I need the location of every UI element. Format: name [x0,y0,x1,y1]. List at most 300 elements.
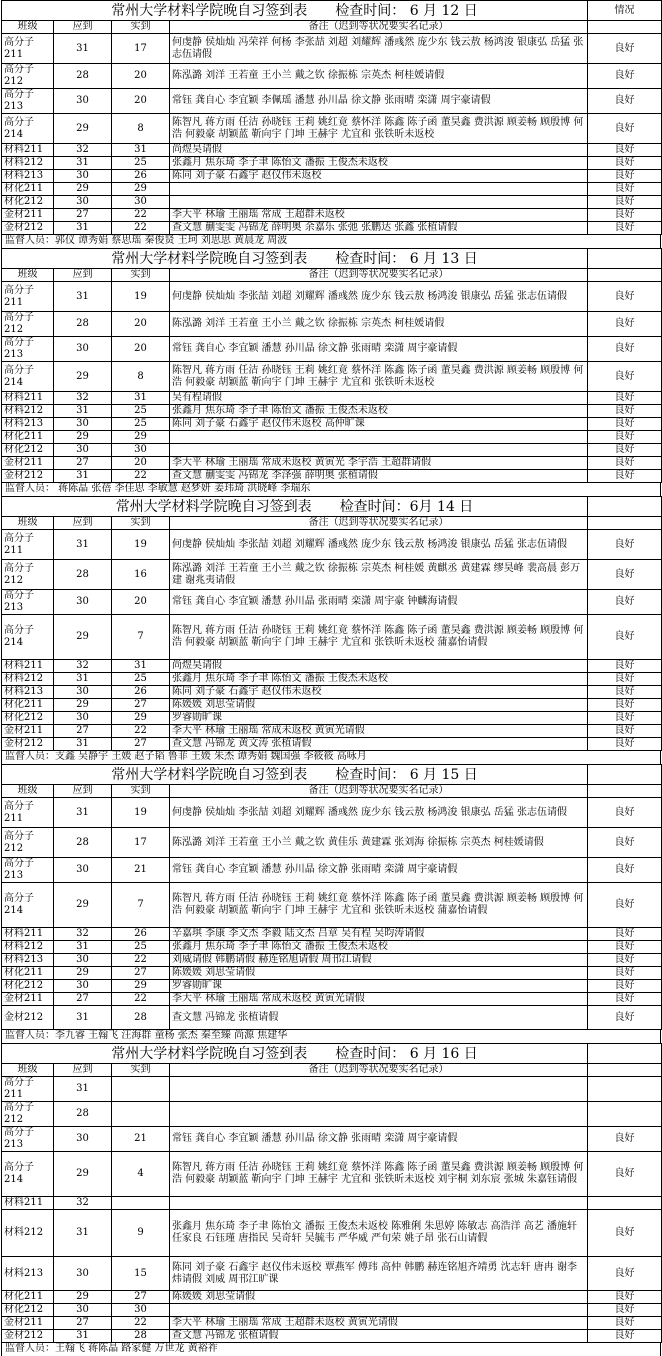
table-row [2,34,662,64]
actual-count-cell: 25 [112,673,170,686]
notes-cell [170,1077,588,1102]
status-cell: 良好 [588,858,662,883]
supervisors-line: 监督人员： 蒋陈晶 张蓓 李佳思 李敏慧 赵梦妍 姜玮琦 洪晓峰 李瑞东 [1,483,661,496]
notes-cell: 常钰 龚自心 李宜颖 潘慧 孙川晶 张雨晴 栾潇 周宇豪 钟麟海请假 [170,590,588,615]
table-row [2,660,662,673]
expected-count-cell: 30 [54,1127,112,1152]
class-name-cell: 高分子212 [2,828,54,858]
class-name-cell: 高分子213 [2,89,54,114]
table-row [2,209,662,222]
notes-cell: 辛嘉琪 李康 李文杰 李毅 陆文杰 吕章 吴有程 吴昀涛请假 [170,928,588,941]
actual-count-cell: 22 [112,993,170,1006]
status-cell: 良好 [588,222,662,235]
column-header-row [2,517,662,530]
actual-count-cell: 15 [112,1257,170,1291]
actual-count-cell: 20 [112,337,170,362]
status-cell: 良好 [588,64,662,89]
table-row [2,457,662,470]
notes-cell: 何虔静 侯灿灿 冯荣祥 何杨 李张喆 刘超 刘耀辉 潘彧然 庞少东 钱云敖 杨鸿浚 银康弘 岳猛 张志伍请假 [170,34,588,64]
actual-count-cell: 17 [112,828,170,858]
notes-cell: 张鑫月 焦东琦 李子聿 陈怡文 潘振 王俊杰未返校 [170,941,588,954]
notes-cell: 陈泓潞 刘洋 王若童 王小兰 戴之钦 黄佳乐 黄建霖 张刘海 徐振栋 宗英杰 柯桂媛请假 [170,828,588,858]
class-name-cell: 材料212 [2,1210,54,1257]
notes-cell: 查文慧 冯锦龙 张植请假 [170,1006,588,1030]
actual-count-cell: 20 [112,590,170,615]
status-cell [588,1197,662,1210]
class-name-cell: 高分子214 [2,362,54,392]
notes-cell [170,1304,588,1317]
notes-cell: 陈智凡 蒋方雨 任洁 孙晓钰 王莉 姚红竟 蔡怀洋 陈鑫 陈子函 董昊鑫 费洪源 顾姜畅 顾殷博 何浩 何毅豪 胡颖蓝 靳向宇 门坤 王赫宇 尤宜和 张铁昕未返校 蒲嘉怡请假 [170,883,588,928]
table-row [2,954,662,967]
column-header-row [2,21,662,34]
column-header-actual: 实到 [112,517,170,530]
table-row [2,183,662,196]
column-header-status [588,269,662,282]
actual-count-cell: 21 [112,858,170,883]
supervisors-line: 监督人员：王翰飞 蒋陈晶 路家健 万世龙 黄裕祚 [1,1343,661,1356]
expected-count-cell: 31 [54,1210,112,1257]
table-row [2,673,662,686]
class-name-cell: 材料213 [2,954,54,967]
notes-cell: 查文慧 冯锦龙 黄文涛 张植请假 [170,738,588,751]
status-cell: 良好 [588,699,662,712]
table-row [2,725,662,738]
title-row [2,1,662,21]
status-cell: 良好 [588,470,662,483]
notes-cell: 李大平 林瑜 王丽瑶 常成 王超群未返校 [170,209,588,222]
class-name-cell: 材化212 [2,1304,54,1317]
actual-count-cell: 21 [112,1127,170,1152]
expected-count-cell: 29 [54,699,112,712]
status-cell: 良好 [588,660,662,673]
table-row [2,615,662,660]
class-name-cell: 金材212 [2,222,54,235]
actual-count-cell: 31 [112,144,170,157]
actual-count-cell: 9 [112,1210,170,1257]
class-name-cell: 材料211 [2,144,54,157]
expected-count-cell: 30 [54,686,112,699]
sheet-title: 常州大学材料学院晚自习签到表 [111,766,308,783]
expected-count-cell: 30 [54,196,112,209]
sheet-title-cell [2,497,588,517]
expected-count-cell: 27 [54,725,112,738]
actual-count-cell: 22 [112,470,170,483]
notes-cell: 常钰 龚自心 李宜颖 潘慧 孙川晶 徐文静 张雨晴 栾潇 周宇豪请假 [170,337,588,362]
status-cell: 良好 [588,1330,662,1343]
check-time: 检查时间：6月 14 日 [339,498,474,515]
notes-cell: 陈同 刘子豪 石鑫宇 赵仪伟未返校 覃燕军 傅玮 高仲 韩鹏 赫连铭旭齐靖勇 沈志轩 唐冉 谢李炜请假 刘威 周邗江旷课 [170,1257,588,1291]
status-cell: 良好 [588,1257,662,1291]
status-header-cell [588,497,662,517]
class-name-cell: 材料211 [2,660,54,673]
status-cell: 良好 [588,967,662,980]
expected-count-cell: 29 [54,883,112,928]
expected-count-cell: 29 [54,183,112,196]
actual-count-cell: 28 [112,1330,170,1343]
class-name-cell: 高分子213 [2,858,54,883]
column-header-notes: 备注（迟到等状况要实名记录） [170,21,588,34]
notes-cell: 陈智凡 蒋方雨 任洁 孙晓钰 王莉 姚红竟 蔡怀洋 陈鑫 陈子函 董昊鑫 费洪源 顾姜畅 顾殷博 何浩 何毅豪 胡颖蓝 靳向宇 门坤 王赫宇 尤宜和 张铁昕未返校 刘宇桐 刘东宸 张城 朱嘉钰请假 [170,1152,588,1197]
class-name-cell: 材料211 [2,392,54,405]
notes-cell: 张鑫月 焦东琦 李子聿 陈怡文 潘振 王俊杰未返校 [170,405,588,418]
class-name-cell: 材料212 [2,405,54,418]
status-header-cell [588,249,662,269]
table-row [2,470,662,483]
table-row [2,114,662,144]
expected-count-cell: 30 [54,444,112,457]
notes-cell: 陈泓潞 刘洋 王若童 王小兰 戴之钦 徐振栋 宗英杰 柯桂媛 黄麒丞 黄建霖 缪昊峰 裴高晨 彭万建 谢兆夷请假 [170,560,588,590]
column-header-expected: 应到 [54,21,112,34]
expected-count-cell: 29 [54,431,112,444]
class-name-cell: 高分子211 [2,282,54,312]
notes-cell [170,444,588,457]
status-cell: 良好 [588,431,662,444]
expected-count-cell: 30 [54,712,112,725]
expected-count-cell: 32 [54,1197,112,1210]
expected-count-cell: 28 [54,1102,112,1127]
class-name-cell: 材料211 [2,1197,54,1210]
notes-cell: 陈同 刘子豪 石鑫宇 赵仪伟未返校 [170,686,588,699]
actual-count-cell: 8 [112,114,170,144]
column-header-class: 班级 [2,517,54,530]
notes-cell: 常钰 龚自心 李宜颖 潘慧 孙川晶 徐文静 张雨晴 栾潇 周宇豪请假 [170,858,588,883]
check-time: 检查时间： 6 月 12 日 [335,2,478,19]
actual-count-cell: 22 [112,1317,170,1330]
notes-cell: 常钰 龚自心 李宜颖 潘慧 孙川晶 徐文静 张雨晴 栾潇 周宇豪请假 [170,1127,588,1152]
expected-count-cell: 31 [54,470,112,483]
class-name-cell: 材料212 [2,157,54,170]
table-row [2,1006,662,1030]
check-time: 检查时间： 6 月 15 日 [335,766,478,783]
daily-sign-in-table [1,496,662,751]
status-cell: 良好 [588,712,662,725]
status-cell: 良好 [588,686,662,699]
actual-count-cell [112,1197,170,1210]
status-cell: 良好 [588,392,662,405]
status-cell [588,1077,662,1102]
expected-count-cell: 28 [54,828,112,858]
column-header-status [588,785,662,798]
expected-count-cell: 28 [54,312,112,337]
column-header-expected: 应到 [54,269,112,282]
actual-count-cell: 31 [112,392,170,405]
actual-count-cell: 29 [112,431,170,444]
notes-cell: 陈同 刘子豪 石鑫宇 赵仪伟未返校 [170,170,588,183]
table-row [2,64,662,89]
expected-count-cell: 27 [54,993,112,1006]
table-row [2,144,662,157]
expected-count-cell: 29 [54,114,112,144]
notes-cell: 李大平 林瑜 王丽瑶 常成未返校 黄寅光请假 [170,725,588,738]
actual-count-cell: 25 [112,941,170,954]
status-cell: 良好 [588,1317,662,1330]
class-name-cell: 材料212 [2,673,54,686]
column-header-row [2,269,662,282]
status-cell: 良好 [588,282,662,312]
status-cell: 良好 [588,828,662,858]
class-name-cell: 材化211 [2,967,54,980]
status-cell: 良好 [588,444,662,457]
status-header-cell: 情况 [588,1,662,21]
actual-count-cell: 25 [112,157,170,170]
table-row [2,1102,662,1127]
expected-count-cell: 30 [54,1257,112,1291]
column-header-row [2,1064,662,1077]
table-row [2,828,662,858]
class-name-cell: 高分子211 [2,1077,54,1102]
class-name-cell: 材化212 [2,196,54,209]
table-row [2,337,662,362]
class-name-cell: 材料213 [2,1257,54,1291]
status-cell: 良好 [588,954,662,967]
table-row [2,418,662,431]
column-header-status [588,517,662,530]
notes-cell: 陈泓潞 刘洋 王若童 王小兰 戴之钦 徐振栋 宗英杰 柯桂媛请假 [170,312,588,337]
title-row [2,497,662,517]
expected-count-cell: 30 [54,590,112,615]
table-row [2,444,662,457]
expected-count-cell: 31 [54,157,112,170]
table-row [2,1304,662,1317]
expected-count-cell: 30 [54,418,112,431]
actual-count-cell: 30 [112,196,170,209]
actual-count-cell: 27 [112,699,170,712]
notes-cell: 查文慧 蒯雯雯 冯锦龙 李泽强 薛明奥 张植请假 [170,470,588,483]
status-cell: 良好 [588,883,662,928]
notes-cell: 陈智凡 蒋方雨 任洁 孙晓钰 王莉 姚红竟 蔡怀洋 陈鑫 陈子函 董昊鑫 费洪源 顾姜畅 顾殷博 何浩 何毅豪 胡颖蓝 靳向宇 门坤 王赫宇 尤宜和 张铁昕未返校 [170,362,588,392]
actual-count-cell: 20 [112,312,170,337]
notes-cell: 陈媛媛 刘思莹请假 [170,1291,588,1304]
expected-count-cell: 31 [54,738,112,751]
daily-sign-in-table [1,248,662,483]
table-row [2,1152,662,1197]
notes-cell: 陈智凡 蒋方雨 任洁 孙晓钰 王莉 姚红竟 蔡怀洋 陈鑫 陈子函 董昊鑫 费洪源 顾姜畅 顾殷博 何浩 何毅豪 胡颖蓝 靳向宇 门坤 王赫宇 尤宜和 张铁昕未返校 蒲嘉怡请假 [170,615,588,660]
status-cell: 良好 [588,418,662,431]
expected-count-cell: 28 [54,64,112,89]
table-row [2,712,662,725]
notes-cell [170,1197,588,1210]
actual-count-cell [112,1077,170,1102]
status-cell: 良好 [588,941,662,954]
class-name-cell: 材料213 [2,418,54,431]
status-cell: 良好 [588,530,662,560]
supervisors-line: 监督人员：郭仪 谭秀娟 蔡思瑶 秦俊贤 王珂 刘思思 黄晨龙 周波 [1,235,661,248]
class-name-cell: 材化211 [2,183,54,196]
expected-count-cell: 31 [54,530,112,560]
sheet-title-cell [2,1,588,21]
column-header-notes: 备注（迟到等状况要实名记录） [170,785,588,798]
status-cell: 良好 [588,1304,662,1317]
expected-count-cell: 31 [54,1330,112,1343]
class-name-cell: 高分子214 [2,1152,54,1197]
actual-count-cell: 4 [112,1152,170,1197]
column-header-status [588,1064,662,1077]
class-name-cell: 材化212 [2,712,54,725]
status-cell: 良好 [588,89,662,114]
table-row [2,560,662,590]
table-row [2,170,662,183]
expected-count-cell: 27 [54,1317,112,1330]
table-row [2,89,662,114]
notes-cell: 常钰 龚自心 李宜颖 李佩瑶 潘慧 孙川晶 徐文静 张雨晴 栾潇 周宇豪请假 [170,89,588,114]
column-header-notes: 备注（迟到等状况要实名记录） [170,269,588,282]
column-header-actual: 实到 [112,21,170,34]
expected-count-cell: 29 [54,615,112,660]
status-cell: 良好 [588,196,662,209]
supervisors-line: 监督人员：支鑫 吴静宇 王媛 赵子韬 鲁菲 王媛 朱杰 谭秀娟 魏国强 李筱筱 高咏月 [1,751,661,764]
expected-count-cell: 29 [54,362,112,392]
table-row [2,1210,662,1257]
actual-count-cell: 19 [112,798,170,828]
expected-count-cell: 32 [54,660,112,673]
expected-count-cell: 29 [54,967,112,980]
title-row [2,765,662,785]
table-row [2,967,662,980]
notes-cell [170,183,588,196]
daily-sign-in-table [1,764,662,1030]
actual-count-cell: 30 [112,444,170,457]
status-cell: 良好 [588,928,662,941]
table-row [2,883,662,928]
column-header-class: 班级 [2,1064,54,1077]
table-row [2,431,662,444]
status-cell: 良好 [588,798,662,828]
expected-count-cell: 32 [54,144,112,157]
notes-cell: 吴有程请假 [170,392,588,405]
class-name-cell: 金材211 [2,993,54,1006]
status-cell: 良好 [588,993,662,1006]
status-cell: 良好 [588,738,662,751]
sign-in-document [1,0,661,1356]
status-cell: 良好 [588,183,662,196]
column-header-actual: 实到 [112,785,170,798]
column-header-notes: 备注（迟到等状况要实名记录） [170,517,588,530]
column-header-expected: 应到 [54,1064,112,1077]
class-name-cell: 材化211 [2,431,54,444]
class-name-cell: 金材212 [2,1330,54,1343]
table-row [2,196,662,209]
status-cell: 良好 [588,170,662,183]
class-name-cell: 高分子214 [2,114,54,144]
status-cell: 良好 [588,1127,662,1152]
check-time: 检查时间： 6 月 13 日 [335,250,478,267]
sheet-title: 常州大学材料学院晚自习签到表 [111,2,308,19]
supervisors-line: 监督人员：李九睿 王翰飞 汪海群 童杨 张杰 秦至臻 尚源 焦建华 [1,1030,661,1043]
actual-count-cell: 22 [112,954,170,967]
status-cell: 良好 [588,1152,662,1197]
class-name-cell: 高分子213 [2,590,54,615]
actual-count-cell: 22 [112,209,170,222]
notes-cell: 罗睿勋旷课 [170,980,588,993]
actual-count-cell: 20 [112,457,170,470]
column-header-actual: 实到 [112,269,170,282]
status-cell: 良好 [588,673,662,686]
expected-count-cell: 31 [54,222,112,235]
column-header-class: 班级 [2,269,54,282]
column-header-row [2,785,662,798]
expected-count-cell: 30 [54,337,112,362]
class-name-cell: 材料213 [2,686,54,699]
sheet-title-cell [2,1044,588,1064]
class-name-cell: 高分子212 [2,1102,54,1127]
class-name-cell: 材料211 [2,928,54,941]
table-row [2,1257,662,1291]
actual-count-cell: 20 [112,64,170,89]
actual-count-cell: 25 [112,418,170,431]
status-cell [588,1102,662,1127]
notes-cell: 陈同 刘子豪 石鑫宇 赵仪伟未返校 高仲旷课 [170,418,588,431]
expected-count-cell: 31 [54,941,112,954]
class-name-cell: 金材212 [2,1006,54,1030]
table-row [2,980,662,993]
table-row [2,738,662,751]
actual-count-cell: 7 [112,615,170,660]
actual-count-cell: 31 [112,660,170,673]
status-cell: 良好 [588,34,662,64]
notes-cell: 张鑫月 焦东琦 李子聿 陈怡文 潘振 王俊杰未返校 [170,673,588,686]
actual-count-cell: 17 [112,34,170,64]
table-row [2,362,662,392]
notes-cell [170,431,588,444]
actual-count-cell: 29 [112,183,170,196]
status-cell: 良好 [588,312,662,337]
status-cell: 良好 [588,560,662,590]
expected-count-cell: 30 [54,1304,112,1317]
actual-count-cell: 28 [112,1006,170,1030]
column-header-actual: 实到 [112,1064,170,1077]
notes-cell [170,1102,588,1127]
table-row [2,1330,662,1343]
status-cell: 良好 [588,362,662,392]
notes-cell [170,196,588,209]
notes-cell: 刘威请假 韩鹏请假 赫连铭旭请假 周邗江请假 [170,954,588,967]
expected-count-cell: 31 [54,282,112,312]
actual-count-cell: 20 [112,89,170,114]
notes-cell: 李大平 林瑜 王丽瑶 常成未返校 黄寅光 李宇浩 王超群请假 [170,457,588,470]
expected-count-cell: 31 [54,1006,112,1030]
table-row [2,312,662,337]
class-name-cell: 材料213 [2,170,54,183]
class-name-cell: 高分子213 [2,337,54,362]
notes-cell: 陈泓潞 刘洋 王若童 王小兰 戴之钦 徐振栋 宗英杰 柯桂媛请假 [170,64,588,89]
table-row [2,157,662,170]
column-header-expected: 应到 [54,517,112,530]
expected-count-cell: 30 [54,89,112,114]
table-row [2,941,662,954]
expected-count-cell: 31 [54,673,112,686]
class-name-cell: 材化211 [2,699,54,712]
actual-count-cell: 22 [112,725,170,738]
actual-count-cell: 19 [112,282,170,312]
table-row [2,530,662,560]
status-cell: 良好 [588,157,662,170]
class-name-cell: 高分子214 [2,615,54,660]
class-name-cell: 高分子213 [2,1127,54,1152]
notes-cell: 罗睿勋旷课 [170,712,588,725]
table-row [2,1127,662,1152]
status-cell: 良好 [588,405,662,418]
status-cell: 良好 [588,114,662,144]
status-cell: 良好 [588,980,662,993]
table-row [2,222,662,235]
sheet-title: 常州大学材料学院晚自习签到表 [111,1045,308,1062]
actual-count-cell: 30 [112,1304,170,1317]
expected-count-cell: 32 [54,392,112,405]
class-name-cell: 高分子212 [2,560,54,590]
title-row [2,249,662,269]
actual-count-cell: 16 [112,560,170,590]
class-name-cell: 高分子211 [2,530,54,560]
